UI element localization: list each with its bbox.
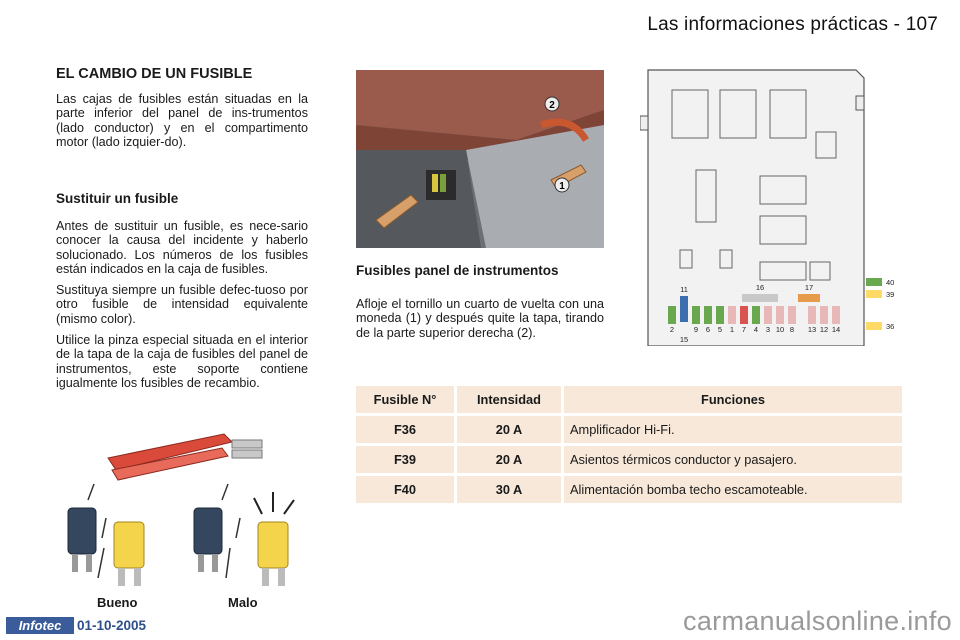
label-8: 8 <box>789 325 795 334</box>
fuse-function: Alimentación bomba techo escamoteable. <box>564 476 902 503</box>
fuse-intensity: 20 A <box>457 446 561 473</box>
panel-section-title: Fusibles panel de instrumentos <box>356 263 559 278</box>
label-14: 14 <box>831 325 841 334</box>
good-bad-fuses-illustration <box>58 478 308 596</box>
fuse-intensity: 20 A <box>457 416 561 443</box>
label-4: 4 <box>753 325 759 334</box>
sub-title: Sustituir un fusible <box>56 191 179 206</box>
fuse-table <box>353 383 905 506</box>
label-3: 3 <box>765 325 771 334</box>
panel-instructions: Afloje el tornillo un cuarto de vuelta con una moneda (1) y después quite la tapa, tirando de la parte superior derecha (2). <box>356 297 604 340</box>
header-intensity: Intensidad <box>457 386 561 413</box>
fuse-number: F39 <box>356 446 454 473</box>
label-12: 12 <box>819 325 829 334</box>
label-6: 6 <box>705 325 711 334</box>
intro-paragraph: Las cajas de fusibles están situadas en la parte inferior del panel de ins-trumentos (lado conductor) y en el compartimento motor (lado izquier-do). <box>56 92 308 149</box>
paragraph-cause: Antes de sustituir un fusible, es nece-sario conocer la causa del incidente y haberlo solucionado. Los números de los fusibles están indicados en la caja de fusibles. <box>56 219 308 276</box>
caption-bad: Malo <box>228 595 258 610</box>
page-header-title: Las informaciones prácticas - 107 <box>647 14 938 35</box>
table-row <box>356 416 902 443</box>
header-fuse-number: Fusible N° <box>356 386 454 413</box>
infotec-logo: Infotec <box>6 617 74 634</box>
watermark: carmanualsonline.info <box>683 606 952 636</box>
fuse-pliers-illustration <box>104 418 274 484</box>
fuse-intensity: 30 A <box>457 476 561 503</box>
label-13: 13 <box>807 325 817 334</box>
label-1: 1 <box>729 325 735 334</box>
label-40: 40 <box>886 278 895 287</box>
label-36: 36 <box>886 322 895 331</box>
label-39: 39 <box>886 290 895 299</box>
label-2: 2 <box>669 325 675 334</box>
label-17: 17 <box>804 283 814 292</box>
fuse-function: Asientos térmicos conductor y pasajero. <box>564 446 902 473</box>
callout-2: 2 <box>549 100 555 111</box>
label-10: 10 <box>775 325 785 334</box>
header-functions: Funciones <box>564 386 902 413</box>
table-row <box>356 476 902 503</box>
dashboard-fusebox-photo <box>356 70 604 248</box>
paragraph-pliers: Utilice la pinza especial situada en el interior de la tapa de la caja de fusibles del panel de instrumentos, este soporte contiene igualmente los fusibles de recambio. <box>56 333 308 390</box>
fuse-number: F36 <box>356 416 454 443</box>
section-title: EL CAMBIO DE UN FUSIBLE <box>56 66 253 82</box>
callout-1: 1 <box>559 181 565 192</box>
fusebox-diagram <box>640 66 904 346</box>
label-16: 16 <box>755 283 765 292</box>
fuse-function: Amplificador Hi-Fi. <box>564 416 902 443</box>
label-7: 7 <box>741 325 747 334</box>
label-15: 15 <box>679 335 689 344</box>
label-5: 5 <box>717 325 723 334</box>
table-row <box>356 446 902 473</box>
table-header-row <box>356 386 902 413</box>
paragraph-replace: Sustituya siempre un fusible defec-tuoso por otro fusible de intensidad equivalente (mismo color). <box>56 283 308 326</box>
label-11: 11 <box>680 285 688 294</box>
caption-good: Bueno <box>97 595 138 610</box>
instructions-column <box>56 219 308 397</box>
fuse-number: F40 <box>356 476 454 503</box>
label-9: 9 <box>693 325 699 334</box>
footer-date: 01-10-2005 <box>77 618 147 633</box>
